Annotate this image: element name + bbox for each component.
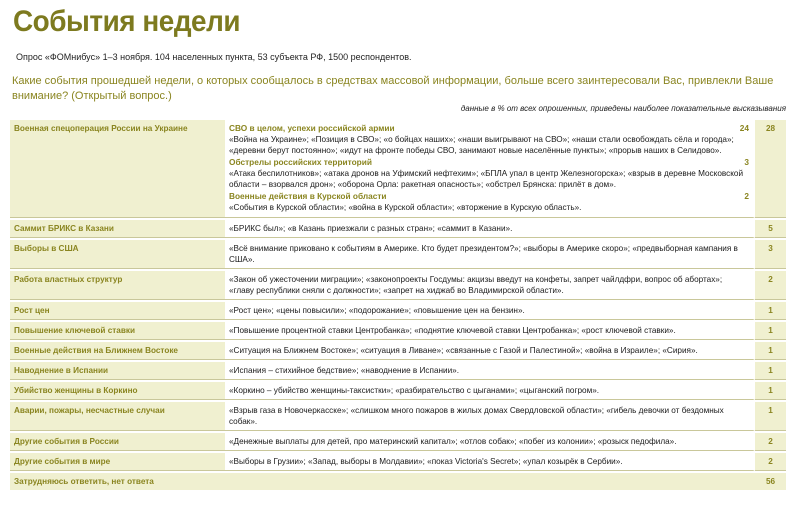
quotes-cell: «Закон об ужесточении миграции»; «законопроекты Госдумы: акцизы введут на конфеты, запрет чайлдфри, вопрос об абортах»; «главу республики сняли с должности»; «запрет на хиджаб во Владимирской области». [225, 271, 755, 300]
subcategory-title: СВО в целом, успехи российской армии [229, 123, 395, 133]
table-row [10, 402, 786, 431]
subcategory-value: 24 [739, 123, 749, 133]
total-label: Затрудняюсь ответить, нет ответа [10, 473, 755, 490]
quotes-cell: «Денежные выплаты для детей, про материнский капитал»; «отлов собак»; «побег из колонии»; «розыск педофила». [225, 433, 755, 451]
percent-value: 3 [755, 240, 786, 269]
quotes-cell: «Испания – стихийное бедствие»; «наводнение в Испании». [225, 362, 755, 380]
table-row [10, 271, 786, 300]
table-row [10, 120, 786, 218]
quotes-cell [225, 120, 755, 218]
quotes-cell: «Повышение процентной ставки Центробанка»; «поднятие ключевой ставки Центробанка»; «рост ключевой ставки». [225, 322, 755, 340]
survey-question: Какие события прошедшей недели, о которых сообщалось в средствах массовой информации, больше всего заинтересовали Вас, привлекли Ваше внимание? (Открытый вопрос.) [12, 75, 774, 102]
total-row [10, 473, 786, 490]
quotes-cell: «Рост цен»; «цены повысили»; «подорожание»; «повышение цен на бензин». [225, 302, 755, 320]
table-row [10, 240, 786, 269]
page-title: События недели [13, 5, 241, 38]
percent-value: 2 [755, 271, 786, 300]
table-row [10, 220, 786, 238]
subcategory-header [229, 123, 749, 134]
table-row [10, 433, 786, 451]
quotes-cell: «Выборы в Грузии»; «Запад, выборы в Молдавии»; «показ Victoria's Secret»; «упал козырёк в Сербии». [225, 453, 755, 471]
percent-value: 1 [755, 322, 786, 340]
subcategory-title: Обстрелы российских территорий [229, 157, 372, 167]
quotes-cell: «Всё внимание приковано к событиям в Америке. Кто будет президентом?»; «выборы в Америке скоро»; «предвыборная кампания в США». [225, 240, 755, 269]
category-label: Военная спецоперация России на Украине [10, 120, 225, 218]
quotes-cell: «Ситуация на Ближнем Востоке»; «ситуация в Ливане»; «связанные с Газой и Палестиной»; «война в Израиле»; «Сирия». [225, 342, 755, 360]
table-row [10, 362, 786, 380]
percent-value: 2 [755, 453, 786, 471]
percent-value: 1 [755, 302, 786, 320]
percent-value: 1 [755, 402, 786, 431]
category-label: Выборы в США [10, 240, 225, 269]
results-table [10, 118, 786, 492]
subcategory-quotes: «События в Курской области»; «война в Курской области»; «вторжение в Курскую область». [229, 203, 582, 212]
subcategory-value: 2 [744, 191, 749, 201]
category-label: Рост цен [10, 302, 225, 320]
category-label: Наводнение в Испании [10, 362, 225, 380]
category-label: Аварии, пожары, несчастные случаи [10, 402, 225, 431]
subcategory-title: Военные действия в Курской области [229, 191, 387, 201]
table-row [10, 302, 786, 320]
subcategory-quotes: «Война на Украине»; «Позиция в СВО»; «о бойцах наших»; «наши выигрывают на СВО»; «наши стали освобождать сёла и города»; «деревни берут постоянно»; «идут на фронте победы СВО, занимают новые населённые пункты»; «прорыв наших в Селидово». [229, 135, 734, 155]
total-value: 56 [755, 473, 786, 490]
category-label: Повышение ключевой ставки [10, 322, 225, 340]
subcategory-header [229, 157, 749, 168]
category-label: Убийство женщины в Коркино [10, 382, 225, 400]
subcategory-quotes: «Атака беспилотников»; «атака дронов на Уфимский нефтехим»; «БПЛА упал в центр Железногорска»; «взрыв в деревне Московской области – взорвался дрон»; «оборона Орла: ракетная опасность»; «обстрел Брянска: прилёт в дом». [229, 169, 744, 189]
survey-info: Опрос «ФОМнибус» 1–3 ноября. 104 населенных пункта, 53 субъекта РФ, 1500 респондентов. [16, 52, 412, 62]
category-label: Саммит БРИКС в Казани [10, 220, 225, 238]
table-row [10, 453, 786, 471]
percent-value: 28 [755, 120, 786, 218]
percent-value: 1 [755, 382, 786, 400]
quotes-cell: «БРИКС был»; «в Казань приезжали с разных стран»; «саммит в Казани». [225, 220, 755, 238]
percent-value: 5 [755, 220, 786, 238]
table-row [10, 382, 786, 400]
data-note: данные в % от всех опрошенных, приведены наиболее показательные высказывания [460, 104, 786, 113]
table-row [10, 322, 786, 340]
subcategory-value: 3 [744, 157, 749, 167]
quotes-cell: «Коркино – убийство женщины-таксистки»; «разбирательство с цыганами»; «цыганский погром». [225, 382, 755, 400]
category-label: Другие события в мире [10, 453, 225, 471]
subcategory-header [229, 191, 749, 202]
percent-value: 1 [755, 362, 786, 380]
category-label: Другие события в России [10, 433, 225, 451]
category-label: Военные действия на Ближнем Востоке [10, 342, 225, 360]
quotes-cell: «Взрыв газа в Новочеркасске»; «слишком много пожаров в жилых домах Свердловской области»; «гибель девочки от бездомных собак». [225, 402, 755, 431]
table-row [10, 342, 786, 360]
percent-value: 1 [755, 342, 786, 360]
category-label: Работа властных структур [10, 271, 225, 300]
percent-value: 2 [755, 433, 786, 451]
